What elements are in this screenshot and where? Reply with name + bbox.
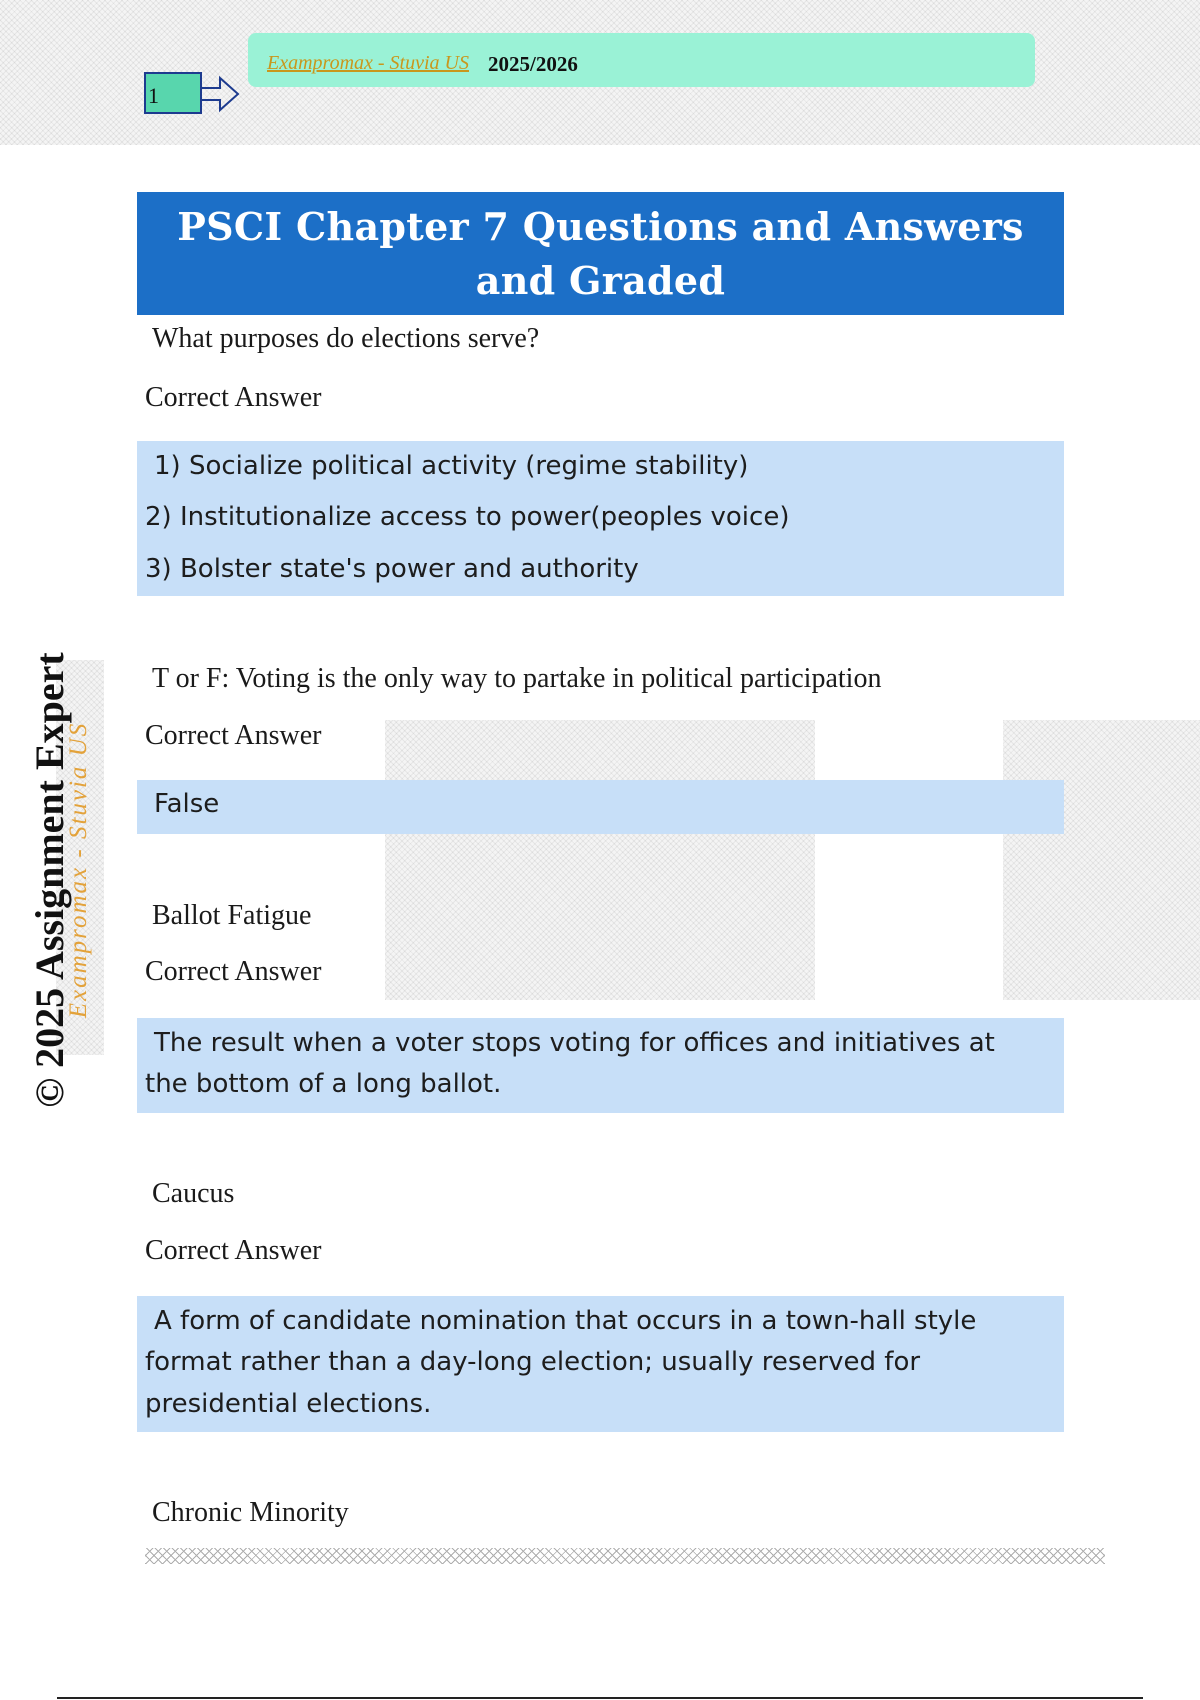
question-text: Chronic Minority bbox=[152, 1497, 349, 1528]
correct-answer-label: Correct Answer bbox=[145, 382, 322, 413]
answer-box bbox=[137, 780, 1064, 834]
question-text: Ballot Fatigue bbox=[152, 900, 312, 931]
answer-box bbox=[137, 1018, 1064, 1113]
copyright-notice: © 2025 Assignment Expert bbox=[27, 652, 72, 1108]
document-title-text: PSCI Chapter 7 Questions and Answers and Graded bbox=[177, 203, 1024, 303]
answer-line: the bottom of a long ballot. bbox=[145, 1069, 502, 1099]
answer-line: 2) Institutionalize access to power(peoples voice) bbox=[145, 502, 790, 532]
site-link[interactable]: Exampromax - Stuvia US bbox=[267, 52, 469, 74]
document-title bbox=[137, 192, 1064, 315]
correct-answer-label: Correct Answer bbox=[145, 1235, 322, 1266]
answer-line: False bbox=[154, 789, 220, 819]
correct-answer-label: Correct Answer bbox=[145, 956, 322, 987]
answer-line: presidential elections. bbox=[145, 1389, 432, 1419]
background-pattern bbox=[385, 720, 815, 1000]
answer-line: 3) Bolster state's power and authority bbox=[145, 554, 639, 584]
answer-line: The result when a voter stops voting for offices and initiatives at bbox=[154, 1028, 995, 1058]
side-watermark: Exampromax - Stuvia US bbox=[65, 721, 92, 1019]
year-label: 2025/2026 bbox=[488, 52, 578, 76]
answer-line: format rather than a day-long election; usually reserved for bbox=[145, 1347, 921, 1377]
question-text: T or F: Voting is the only way to partake in political participation bbox=[152, 663, 882, 694]
answer-line: 1) Socialize political activity (regime stability) bbox=[154, 451, 749, 481]
page-number: 1 bbox=[148, 83, 159, 108]
page-cut-pattern bbox=[145, 1548, 1105, 1564]
question-text: What purposes do elections serve? bbox=[152, 323, 540, 354]
background-pattern bbox=[1003, 720, 1200, 1000]
footer-divider bbox=[57, 1697, 1143, 1699]
answer-box bbox=[137, 441, 1064, 596]
correct-answer-label: Correct Answer bbox=[145, 720, 322, 751]
answer-line: A form of candidate nomination that occurs in a town-hall style bbox=[154, 1306, 977, 1336]
answer-box bbox=[137, 1296, 1064, 1432]
question-text: Caucus bbox=[152, 1178, 235, 1209]
